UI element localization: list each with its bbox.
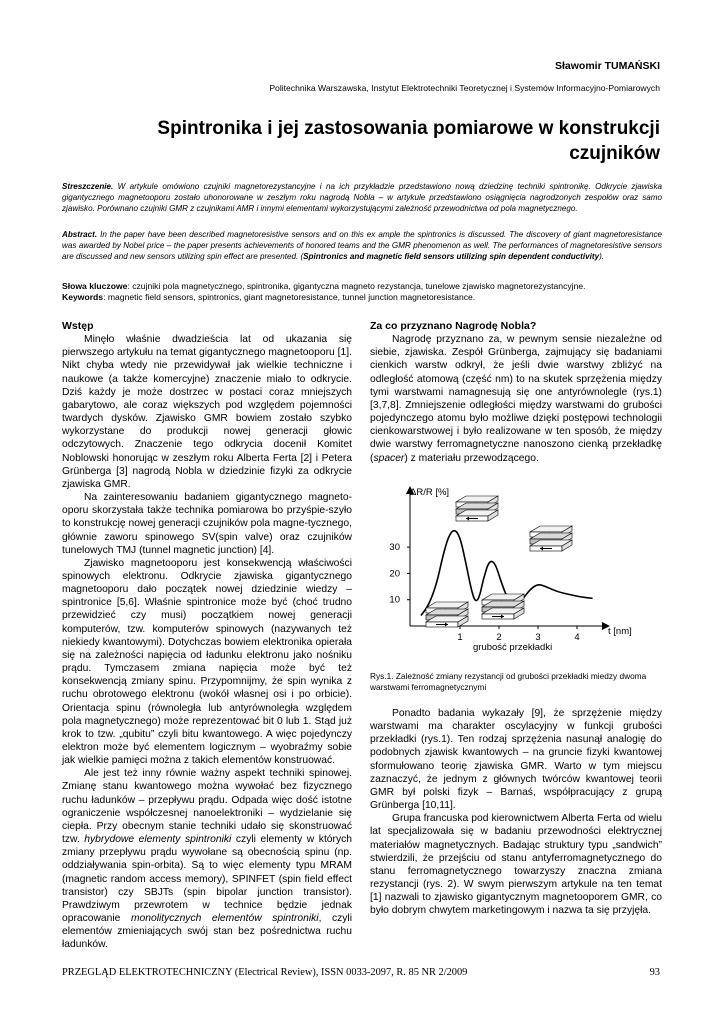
keywords-english-text: : magnetic field sensors, spintronics, giant magnetoresistance, tunnel junction magnetoresistance. [103,292,476,302]
paragraph [370,333,662,465]
english-title: Spintronics and magnetic field sensors utilizing spin dependent conductivity [303,252,600,261]
keywords-polish [62,281,662,293]
abstract-english [62,229,662,262]
y-axis-label: ΔR/R [%] [410,487,450,498]
text-run: , czyli elementów zmieniających swój stan bez pośrednictwa ruchu ładunków. [62,913,353,951]
emphasis: hybrydowe elementy spintroniki [84,834,232,846]
text-run: Nagrodę przyznano za, w pewnym sensie niezależne od siebie, zjawiska. Zespół Grünberga, zajmujący się badaniami cienkich warstw odkrył, że jeśli dwie warstwy zbliżyć na odległość atomową (część nm) to na skutek sprzężenia między tymi warstwami namagnesują się one antyrównolegle (rys.1) [3,7,8]. Zmniejszenie odległości między warstwami do grubości pojedynczego atomu było możliwe dzięki postępowi technologii cienkowarstwowej i było realizowane w ten sposób, że między dwie warstwy ferromagnetyczne nanoszono cienką przekładkę ( [370,334,662,464]
layer-stack-antiparallel [456,496,498,521]
y-tick-label: 20 [389,568,400,580]
title-line-2: czujników [569,143,660,164]
layer-stack-parallel [426,602,468,627]
figure-caption: Rys.1. Zależność zmiany rezystancji od grubości przekładki miedzy dwoma warstwami ferromagnetycznymi [370,671,647,692]
paragraph: Minęło właśnie dwadzieścia lat od ukazania się pierwszego artykułu na temat gigantycznego magnetooporu [1]. Nikt chyba wtedy nie przewidywał jak wielkie techniczne i naukowe (a także komercyjne) znaczenie miało to odkrycie. Dziś każdy je może dostrzec w postaci coraz mniejszych gabarytowo, ale coraz większych pod względem pojemności twardych dysków. Zjawisko GMR bowiem zostało szybko wykorzystane do produkcji nowej generacji głowic odczytowych. Znaczenie tego odkrycia docenił Komitet Noblowski honorując w zeszłym roku Alberta Ferta [2] i Petera Grünberga [3] nagrodą Nobla w dziedzinie fizyki za odkrycie zjawiska GMR. [62,334,352,490]
emphasis: spacer [373,452,405,464]
left-column [62,320,352,952]
paragraph [62,767,352,951]
section-heading-intro: Wstęp [62,320,94,332]
page-number: 93 [649,967,660,978]
paragraph: Na zainteresowaniu badaniem gigantycznego magneto-oporu skorzystała także technika pomiarowa bo przyśpie-szyło to konstrukcję nowej generacji czujników pola magne-tycznego, głównie zaworu spinowego SV(spin valve) oraz czujników tunelowych TMJ (tunnel magnetic junction) [4]. [62,492,352,556]
keywords-polish-text: : czujniki pola magnetycznego, spintronika, gigantyczna magneto rezystancja, tunelowe zjawisko magnetorezystancyjne. [127,281,586,291]
abstract-polish-label: Streszczenie. [62,182,114,191]
paragraph: Grupa francuska pod kierownictwem Alberta Ferta od wielu lat specjalizowała się w badaniu przewodności elektrycznej materiałów magnetycznych. Badając struktury typu „sandwich” stwierdzili, że przejściu od stanu antyferromagnetycznego do stanu ferromagnetycznego towarzyszy znaczna zmiana rezystancji (rys. 2). W swym pierwszym artykule na ten temat [1] nazwali to zjawisko gigantycznym magnetooporem GMR, co było dobrym chwytem marketingowym i nazwa ta się przyjęła. [370,813,662,917]
x-tick-label: 4 [574,632,580,643]
author-name: Sławomir TUMAŃSKI [554,60,660,72]
abstract-polish-text: W artykule omówiono czujniki magnetorezystancyjne i na ich przykładzie przedstawiono nową dziedzinę techniki spintronikę. Odkrycie zjawiska gigantycznego magnetooporu zostało uhonorowane w zeszłym roku nagrodą Nobla – w artykule przedstawiono osiągnięcia nagrodzonych zespołów oraz samo zjawisko. Porównano czujniki GMR z czujnikami AMR i innymi elementami wykorzystującymi zależność przewodnictwa od pola magnetycznego. [62,182,663,213]
abstract-english-label: Abstract. [62,230,98,239]
text-run: czyli elementy w których zmiany przepływu prądu wywołane są obecnością spinu (np. oddziaływania spin-orbita). Są to więc elementy typu MRAM (magnetic random access memory), SPINFET (spin field effect transistor) czy SBJTs (spin bipolar junction transistor). Prawdziwym przewrotem w technice będzie jednak opracowanie [62,834,352,925]
y-tick-label: 30 [389,542,400,554]
abstract-polish [62,181,662,214]
layer-stack-parallel [482,594,524,619]
abstract-english-end: ). [599,252,605,261]
x-tick-label: 2 [496,632,502,643]
keywords-polish-label: Słowa kluczowe [62,281,128,291]
title-line-1: Spintronika i jej zastosowania pomiarowe w konstrukcji [157,118,660,139]
paragraph: Zjawisko magnetooporu jest konsekwencją właściwości spinowych elektronu. Odkrycie zjawiska gigantycznego magnetooporu dało początek nowej dziedzinie wiedzy – spintronice [5,6]. Właśnie spintronice może być (choć trudno przewidzieć czy musi) początkiem nowej generacji komputerów, tzw. komputerów spinowych (nazywanych też niekiedy kwantowymi). Dotychczas bowiem elektronika opierała się na zależności napięcia od ładunku elektronu jako nośniku prądu. Tymczasem zmiana napięcia może być też konsekwencją zmiany spinu. Przypomnijmy, że spin wynika z ruchu obrotowego elektronu (wokół własnej osi i po orbicie). Orientacja spinu (równoległa lub antyrównoległa względem pola magnetycznego) może reprezentować bit 0 lub 1. Stąd już krok to tzw. „qubitu” czyli bitu kwantowego. A więc pojedynczy elektron może być elementem logicznym – wyobraźmy sobie jak wielkie pamięci można z takich elementów konstruować. [62,557,352,767]
author-affiliation: Politechnika Warszawska, Instytut Elektrotechniki Teoretycznej i Systemów Informacyjno-Pomiarowych [269,83,660,93]
journal-footer: PRZEGLĄD ELEKTROTECHNICZNY (Electrical Review), ISSN 0033-2097, R. 85 NR 2/2009 [62,967,468,978]
keywords-english-label: Keywords [62,292,104,302]
right-column-top [370,320,662,465]
y-tick-label: 10 [389,594,400,606]
paragraph: Ponadto badania wykazały [9], że sprzężenie między warstwami ma charakter oscylacyjny w funkcji grubości przekładki (rys.1). Ten rodzaj sprzężenia nasunął analogię do podobnych zjawisk kwantowych – na gruncie fizyki kwantowej sformułowano teorię zjawiska GMR. Warto w tym miejscu zaznaczyć, że jednym z głównych twórców kwantowej teorii GMR był polski fizyk – Barnaś, współpracujący z grupą Grünberga [10,11]. [370,708,662,812]
section-heading-nobel: Za co przyznano Nagrodę Nobla? [370,320,537,332]
layer-stack-antiparallel [530,526,572,551]
x-axis-label: grubość przekładki [473,642,553,653]
x-tick-label: 3 [535,632,541,643]
right-column-bottom [370,707,662,918]
x-axis-unit: t [nm] [608,626,632,637]
figure-gmr-oscillation [370,480,662,660]
keywords-english [62,292,662,304]
chart-ticks [389,542,579,643]
text-run: ) z materiału przewodzącego. [404,452,539,464]
abstract-english-text: In the paper have been described magnetoresistive sensors and on this ex ample the spintronics is discussed. The discovery of giant magnetoresistance was awarded by Nobel price – the paper presents achievements of honored teams and the GMR phenomenon as well. The performances of magnetoresistive sensors are discussed and new sensors utilizing spin effect are presented. ( [62,230,662,261]
text-run: Ale jest też inny równie ważny aspekt techniki spinowej. Zmianę stanu kwantowego można wywołać bez fizycznego ruchu ładunków – przepływu prądu. Odpada więc dość istotne ograniczenie współczesnej nanoelektroniki – wydzielanie się ciepła. Przy obecnym stanie techniki udało się skonstruować tzw. [62,768,352,846]
x-tick-label: 1 [457,632,463,643]
layer-stack-diagrams [426,496,572,627]
emphasis: monolitycznych elementów spintroniki [130,913,319,925]
paper-title [100,116,660,166]
